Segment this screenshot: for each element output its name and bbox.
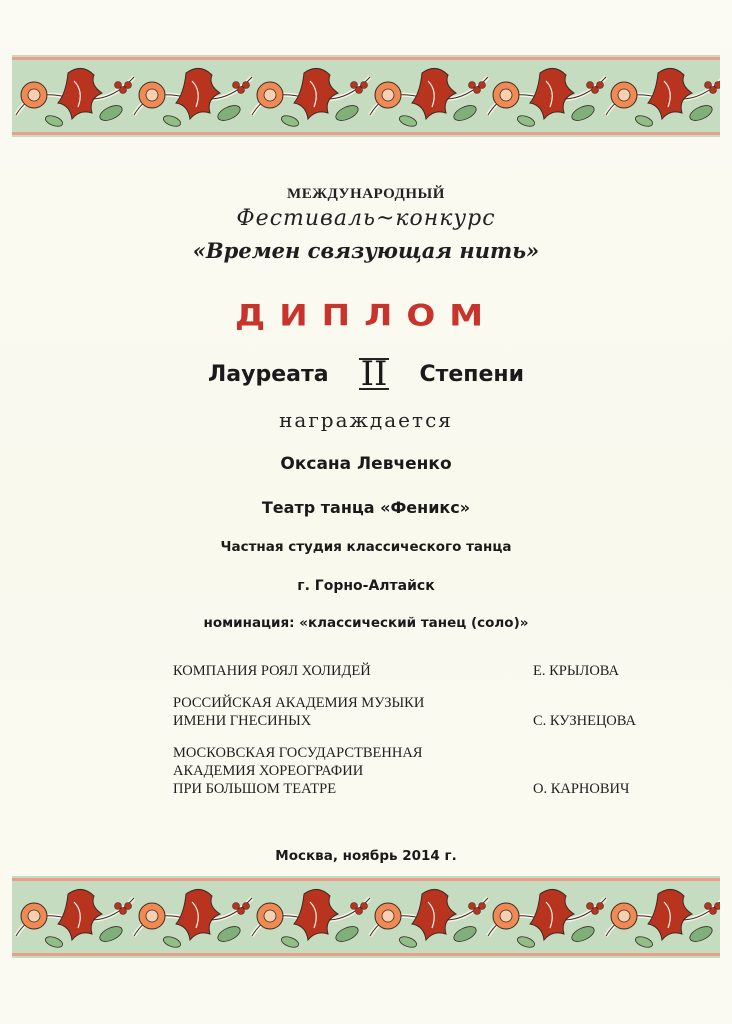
festival-motto: «Времен связующая нить» — [192, 238, 540, 263]
signature-organization — [173, 694, 424, 730]
nomination-text: номинация: «классический танец (соло)» — [203, 615, 529, 631]
organization-line: ИМЕНИ ГНЕСИНЫХ — [173, 713, 312, 729]
signatures-block — [173, 662, 663, 812]
laureate-degree-row — [0, 354, 732, 394]
ornament-border-bottom — [12, 876, 720, 958]
theater-name: Театр танца «Феникс» — [261, 498, 471, 517]
ornament-bottom-graphic — [12, 876, 720, 958]
place-and-date: Москва, ноябрь 2014 г. — [275, 848, 457, 864]
recipient-name: Оксана Левченко — [280, 454, 452, 474]
signatory-name: О. КАРНОВИЧ — [533, 781, 630, 797]
ornament-border-top — [12, 55, 720, 137]
degree-numeral: II — [360, 354, 388, 394]
signature-row — [173, 694, 663, 730]
diploma-title: ДИПЛОМ — [234, 299, 498, 333]
signature-organization — [173, 662, 371, 680]
studio-name: Частная студия классического танца — [220, 539, 512, 555]
organization-line: КОМПАНИЯ РОЯЛ ХОЛИДЕЙ — [173, 663, 371, 679]
signature-row — [173, 662, 663, 680]
ornament-top-graphic — [12, 55, 720, 137]
festival-pre-title: МЕЖДУНАРОДНЫЙ — [287, 186, 445, 202]
laureate-word: Лауреата — [207, 361, 329, 387]
signatory-name: Е. КРЫЛОВА — [533, 663, 620, 679]
organization-line: РОССИЙСКАЯ АКАДЕМИЯ МУЗЫКИ — [173, 695, 425, 711]
organization-line: ПРИ БОЛЬШОМ ТЕАТРЕ — [173, 781, 337, 797]
degree-word: Степени — [419, 361, 524, 387]
signature-row — [173, 744, 663, 798]
festival-name: Фестиваль~конкурс — [236, 206, 496, 231]
organization-line: АКАДЕМИЯ ХОРЕОГРАФИИ — [173, 763, 364, 779]
city-name: г. Горно-Алтайск — [297, 578, 435, 594]
signature-organization — [173, 744, 422, 798]
organization-line: МОСКОВСКАЯ ГОСУДАРСТВЕННАЯ — [173, 745, 423, 761]
signatory-name: С. КУЗНЕЦОВА — [533, 713, 636, 729]
awarded-text: награждается — [279, 408, 453, 432]
